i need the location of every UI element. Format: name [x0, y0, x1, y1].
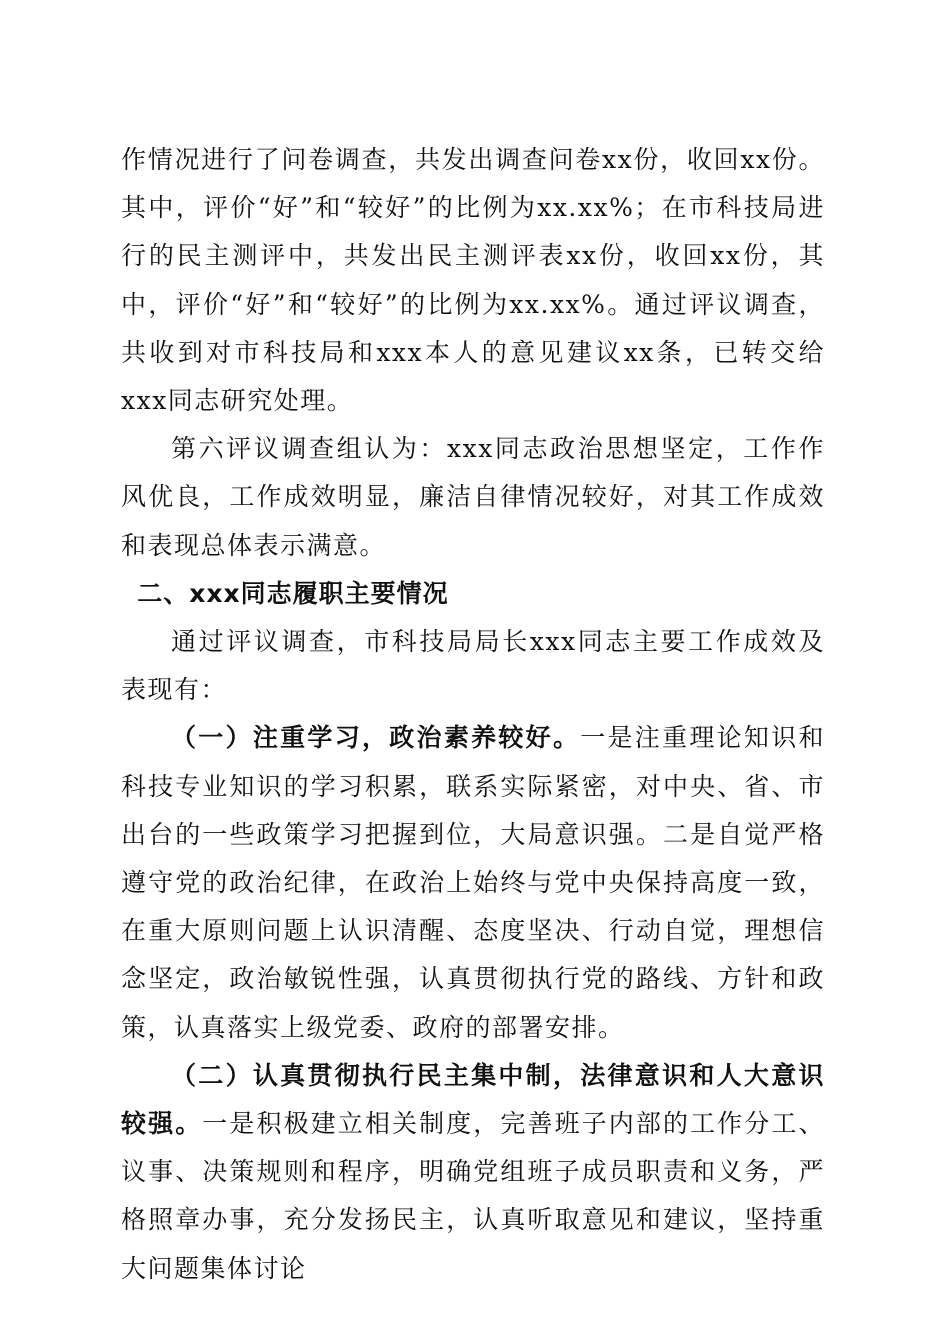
paragraph-survey-results: 作情况进行了问卷调查，共发出调查问卷xx份，收回xx份。其中，评价“好”和“较好”的比例为xx.xx%；在市科技局进行的民主测评中，共发出民主测评表xx份，收回xx份，其中，评价“好”和“较好”的比例为xx.xx%。通过评议调查，共收到对市科技局和xxx本人的意见建议xx条，已转交给xxx同志研究处理。: [121, 145, 825, 416]
paragraph-group-conclusion: 第六评议调查组认为：xxx同志政治思想坚定，工作作风优良，工作成效明显，廉洁自律情况较好，对其工作成效和表现总体表示满意。: [121, 434, 825, 560]
paragraph-subsection-1: [121, 714, 825, 1051]
subsection-2-title: （二）认真贯彻执行民主集中制，法律意识和人大意识较强。: [121, 1060, 825, 1139]
section-heading-2: 二、xxx同志履职主要情况: [137, 578, 449, 608]
subsection-2-body: 一是积极建立相关制度，完善班子内部的工作分工、议事、决策规则和程序，明确党组班子成员职责和义务，严格照章办事，充分发扬民主，认真听取意见和建议，坚持重大问题集体讨论: [121, 1109, 825, 1283]
subsection-1-body: 一是注重理论知识和科技专业知识的学习积累，联系实际紧密，对中央、省、市出台的一些政策学习把握到位，大局意识强。二是自觉严格遵守党的政治纪律，在政治上始终与党中央保持高度一致，在重大原则问题上认识清醒、态度坚决、行动自觉，理想信念坚定，政治敏锐性强，认真贯彻执行党的路线、方针和政策，认真落实上级党委、政府的部署安排。: [121, 723, 825, 1042]
document-body: [121, 136, 825, 1293]
paragraph-subsection-2: [121, 1052, 825, 1293]
subsection-1-title: （一）注重学习，政治素养较好。: [171, 723, 581, 753]
paragraph-intro: 通过评议调查，市科技局局长xxx同志主要工作成效及表现有：: [121, 627, 825, 705]
